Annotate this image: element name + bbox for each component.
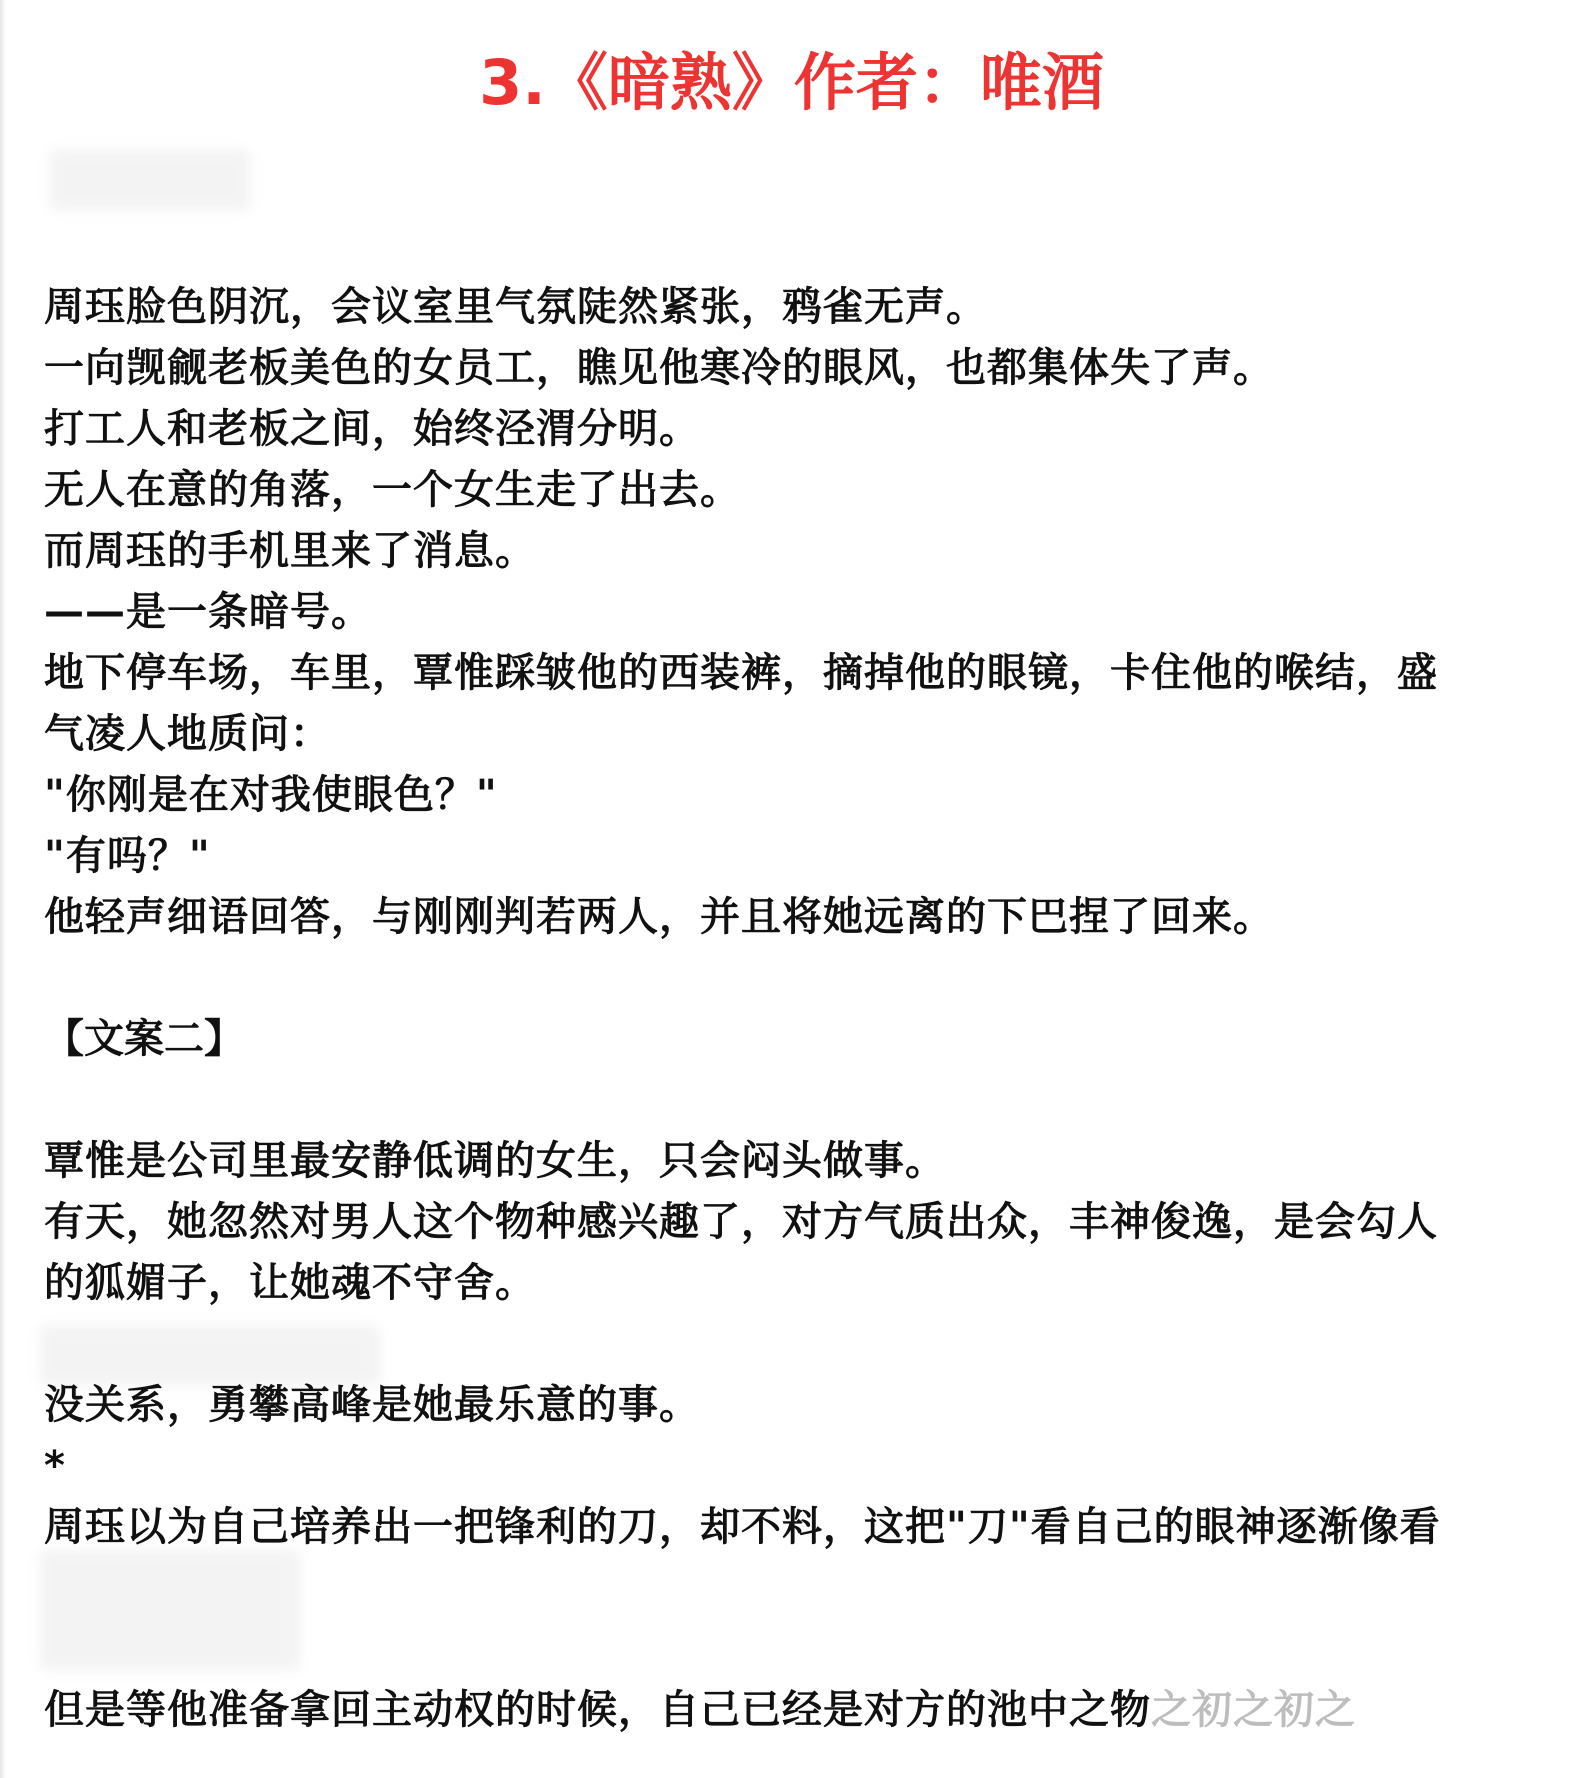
spacer: [44, 1070, 1554, 1131]
text-line: "有吗？": [44, 833, 211, 879]
text-line: 打工人和老板之间，始终泾渭分明。: [44, 406, 700, 452]
blurred-area: [50, 150, 250, 210]
spacer: [44, 1558, 1554, 1619]
spacer: [44, 948, 1554, 1009]
text-line: 没关系，勇攀高峰是她最乐意的事。: [44, 1382, 700, 1428]
text-line: "你刚是在对我使眼色？": [44, 772, 498, 818]
text-line: 气凌人地质问：: [44, 711, 331, 757]
watermark-text: 之初之初之: [1151, 1687, 1356, 1733]
text-line: 周珏脸色阴沉，会议室里气氛陡然紧张，鸦雀无声。: [44, 284, 987, 330]
section-heading: 【文案二】: [44, 1016, 244, 1062]
text-line: 的狐媚子，让她魂不守舍。: [44, 1260, 536, 1306]
spacer: [44, 1314, 1554, 1375]
text-line: 一向觊觎老板美色的女员工，瞧见他寒冷的眼风，也都集体失了声。: [44, 345, 1274, 391]
text-line: 覃惟是公司里最安静低调的女生，只会闷头做事。: [44, 1138, 946, 1184]
text-line: ——是一条暗号。: [44, 589, 372, 635]
text-line: 地下停车场，车里，覃惟踩皱他的西装裤，摘掉他的眼镜，卡住他的喉结，盛: [44, 650, 1438, 696]
page-edge: [0, 0, 6, 1778]
text-line: 周珏以为自己培养出一把锋利的刀，却不料，这把"刀"看自己的眼神逐渐像看: [44, 1504, 1441, 1550]
text-line: 无人在意的角落，一个女生走了出去。: [44, 467, 741, 513]
page-title: 3.《暗熟》作者：唯酒: [479, 46, 1104, 119]
spacer: [44, 1619, 1554, 1680]
text-line: 他轻声细语回答，与刚刚判若两人，并且将她远离的下巴捏了回来。: [44, 894, 1274, 940]
text-line: *: [44, 1443, 66, 1489]
text-line: [44, 1680, 1554, 1741]
text-line-content: 但是等他准备拿回主动权的时候，自己已经是对方的池中之物: [44, 1687, 1151, 1733]
text-line: 而周珏的手机里来了消息。: [44, 528, 536, 574]
text-line: 有天，她忽然对男人这个物种感兴趣了，对方气质出众，丰神俊逸，是会勾人: [44, 1199, 1438, 1245]
synopsis-body: [44, 277, 1554, 1741]
